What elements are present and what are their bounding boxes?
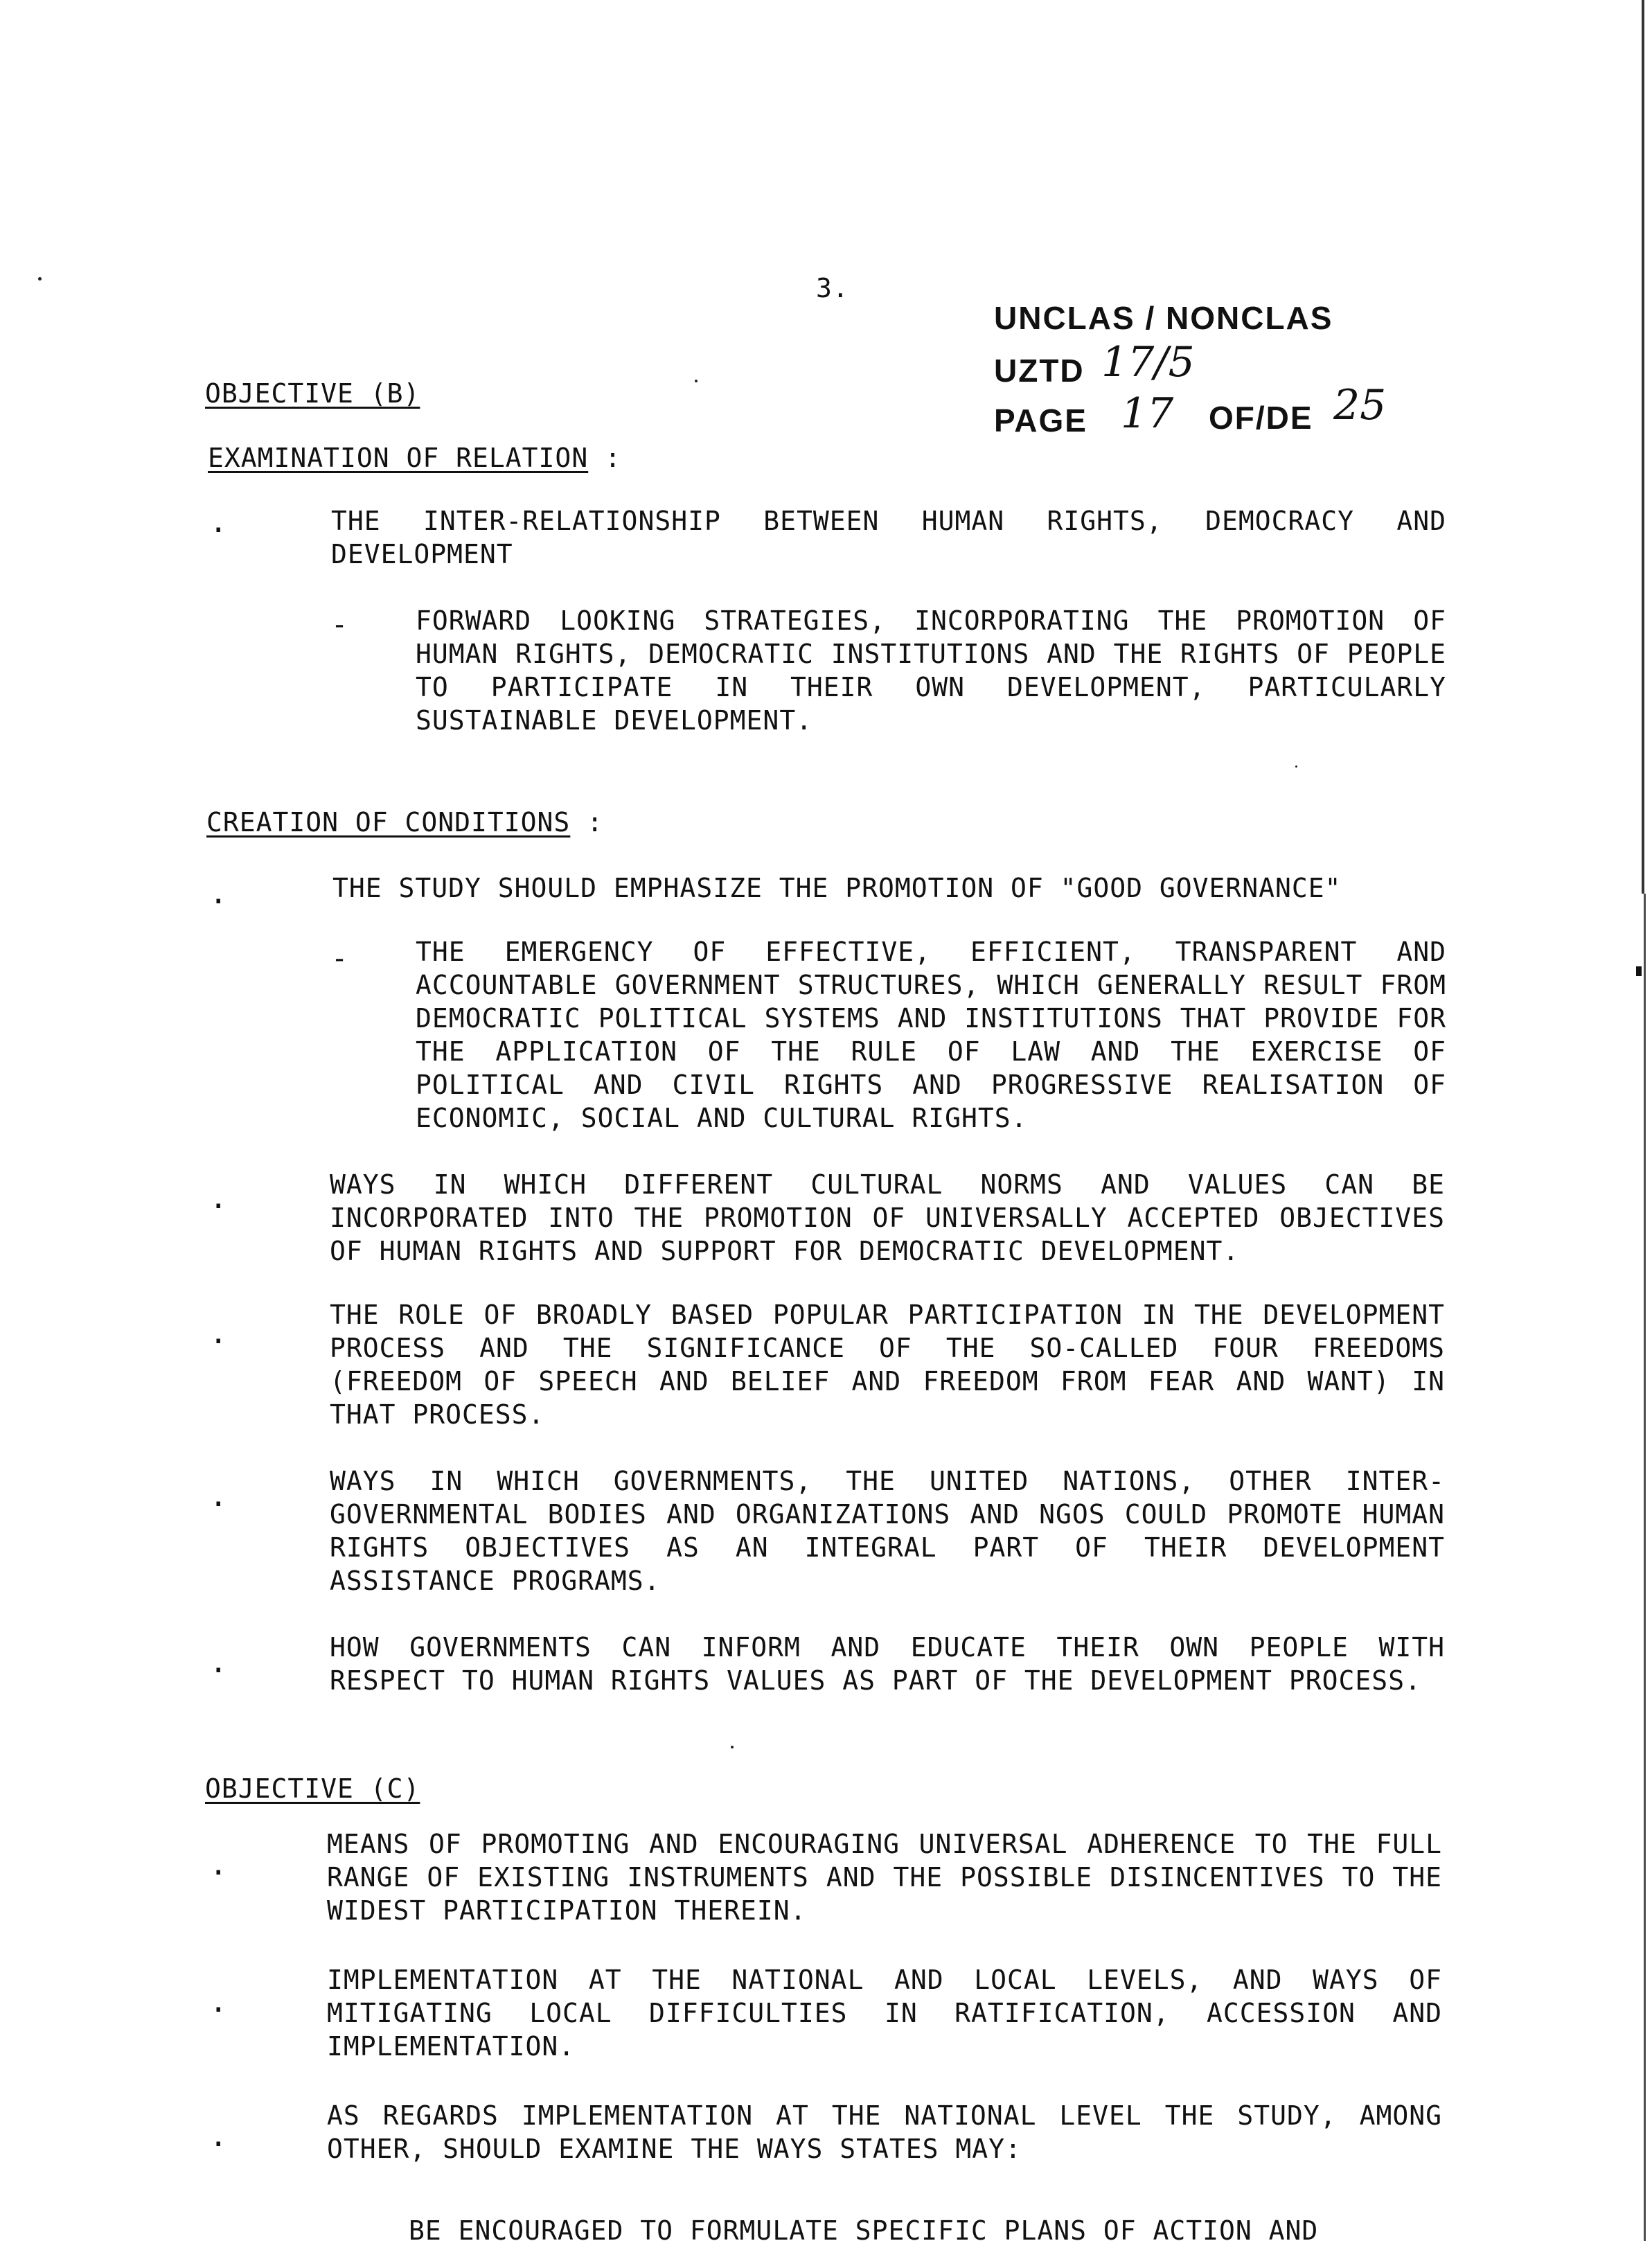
- cutoff-line-text: BE ENCOURAGED TO FORMULATE SPECIFIC PLANS OF ACTION AND: [409, 2215, 1319, 2241]
- bullet-dot: .: [209, 1180, 228, 1216]
- uztd-label: UZTD: [994, 353, 1085, 389]
- scan-speck: [38, 277, 42, 281]
- list-item: WAYS IN WHICH DIFFERENT CULTURAL NORMS AND VALUES CAN BE INCORPORATED INTO THE PROMOTION OF UNIVERSALLY ACCEPTED OBJECTIVES OF HUMAN RIGHTS AND SUPPORT FOR DEMOCRATIC DEVELOPMENT.: [330, 1169, 1445, 1266]
- examination-bullet-text: THE INTER-RELATIONSHIP BETWEEN HUMAN RIGHTS, DEMOCRACY AND DEVELOPMENT: [331, 506, 1446, 569]
- bullet-dot: .: [209, 2118, 228, 2154]
- scan-speck: [695, 380, 698, 382]
- bullet-dot: .: [209, 876, 228, 911]
- list-item: MEANS OF PROMOTING AND ENCOURAGING UNIVERSAL ADHERENCE TO THE FULL RANGE OF EXISTING INSTRUMENTS AND THE POSSIBLE DISINCENTIVES TO THE WIDEST PARTICIPATION THEREIN.: [327, 1829, 1442, 1926]
- bullet-dot: .: [209, 1984, 228, 2019]
- bullet-dot: .: [209, 504, 228, 540]
- bullet-dot: .: [209, 1316, 228, 1351]
- objective-b-heading: OBJECTIVE (B): [205, 378, 420, 409]
- cutoff-line-container: [409, 2214, 1448, 2241]
- list-item: WAYS IN WHICH GOVERNMENTS, THE UNITED NATIONS, OTHER INTER-GOVERNMENTAL BODIES AND ORGANIZATIONS AND NGOS COULD PROMOTE HUMAN RIGHTS OBJECTIVES AS AN INTEGRAL PART OF THEIR DEVELOPMENT ASSISTANCE PROGRAMS.: [330, 1466, 1445, 1596]
- scan-edge: [1642, 0, 1644, 894]
- heading-colon: :: [605, 443, 621, 473]
- page-number: 3.: [816, 273, 849, 303]
- scan-edge: [1644, 894, 1646, 2241]
- scan-edge-mark: [1636, 966, 1642, 976]
- sub-bullet-dash: -: [331, 609, 348, 641]
- uztd-handwritten-value: 17/5: [1101, 338, 1195, 387]
- scan-speck: [1295, 765, 1297, 768]
- classification-stamp-line1: UNCLAS / NONCLAS: [994, 300, 1333, 336]
- sub-bullet-dash: -: [331, 943, 348, 975]
- creation-heading-line: [206, 806, 603, 839]
- creation-heading: CREATION OF CONDITIONS: [206, 807, 571, 838]
- list-item: HOW GOVERNMENTS CAN INFORM AND EDUCATE THEIR OWN PEOPLE WITH RESPECT TO HUMAN RIGHTS VALUES AS PART OF THE DEVELOPMENT PROCESS.: [330, 1632, 1445, 1696]
- creation-sub-text: THE EMERGENCY OF EFFECTIVE, EFFICIENT, TRANSPARENT AND ACCOUNTABLE GOVERNMENT STRUCTURES, WHICH GENERALLY RESULT FROM DEMOCRATIC POLITICAL SYSTEMS AND INSTITUTIONS THAT PROVIDE FOR THE APPLICATION OF THE RULE OF LAW AND THE EXERCISE OF POLITICAL AND CIVIL RIGHTS AND PROGRESSIVE REALISATION OF ECONOMIC, SOCIAL AND CULTURAL RIGHTS.: [416, 937, 1446, 1133]
- list-item: THE ROLE OF BROADLY BASED POPULAR PARTICIPATION IN THE DEVELOPMENT PROCESS AND THE SIGNIFICANCE OF THE SO-CALLED FOUR FREEDOMS (FREEDOM OF SPEECH AND BELIEF AND FREEDOM FROM FEAR AND WANT) IN THAT PROCESS.: [330, 1300, 1445, 1430]
- scan-speck: [731, 1746, 734, 1748]
- bullet-dot: .: [209, 1478, 228, 1514]
- of-handwritten-value: 25: [1333, 381, 1387, 429]
- objective-c-heading: OBJECTIVE (C): [205, 1773, 420, 1804]
- page-handwritten-value: 17: [1121, 389, 1174, 438]
- list-item: IMPLEMENTATION AT THE NATIONAL AND LOCAL LEVELS, AND WAYS OF MITIGATING LOCAL DIFFICULTIES IN RATIFICATION, ACCESSION AND IMPLEMENTATION.: [327, 1965, 1442, 2062]
- examination-heading: EXAMINATION OF RELATION: [208, 443, 589, 473]
- list-item: AS REGARDS IMPLEMENTATION AT THE NATIONAL LEVEL THE STUDY, AMONG OTHER, SHOULD EXAMINE THE WAYS STATES MAY:: [327, 2100, 1442, 2164]
- heading-colon: :: [587, 807, 604, 838]
- creation-bullet-text: THE STUDY SHOULD EMPHASIZE THE PROMOTION OF "GOOD GOVERNANCE": [332, 873, 1342, 903]
- examination-heading-line: [208, 441, 621, 475]
- bullet-dot: .: [209, 1847, 228, 1882]
- examination-sub-text: FORWARD LOOKING STRATEGIES, INCORPORATING THE PROMOTION OF HUMAN RIGHTS, DEMOCRATIC INSTITUTIONS AND THE RIGHTS OF PEOPLE TO PARTICIPATE IN THEIR OWN DEVELOPMENT, PARTICULARLY SUSTAINABLE DEVELOPMENT.: [416, 605, 1446, 736]
- of-label: OF/DE: [1209, 400, 1313, 436]
- page-label: PAGE: [994, 402, 1087, 439]
- bullet-dot: .: [209, 1645, 228, 1680]
